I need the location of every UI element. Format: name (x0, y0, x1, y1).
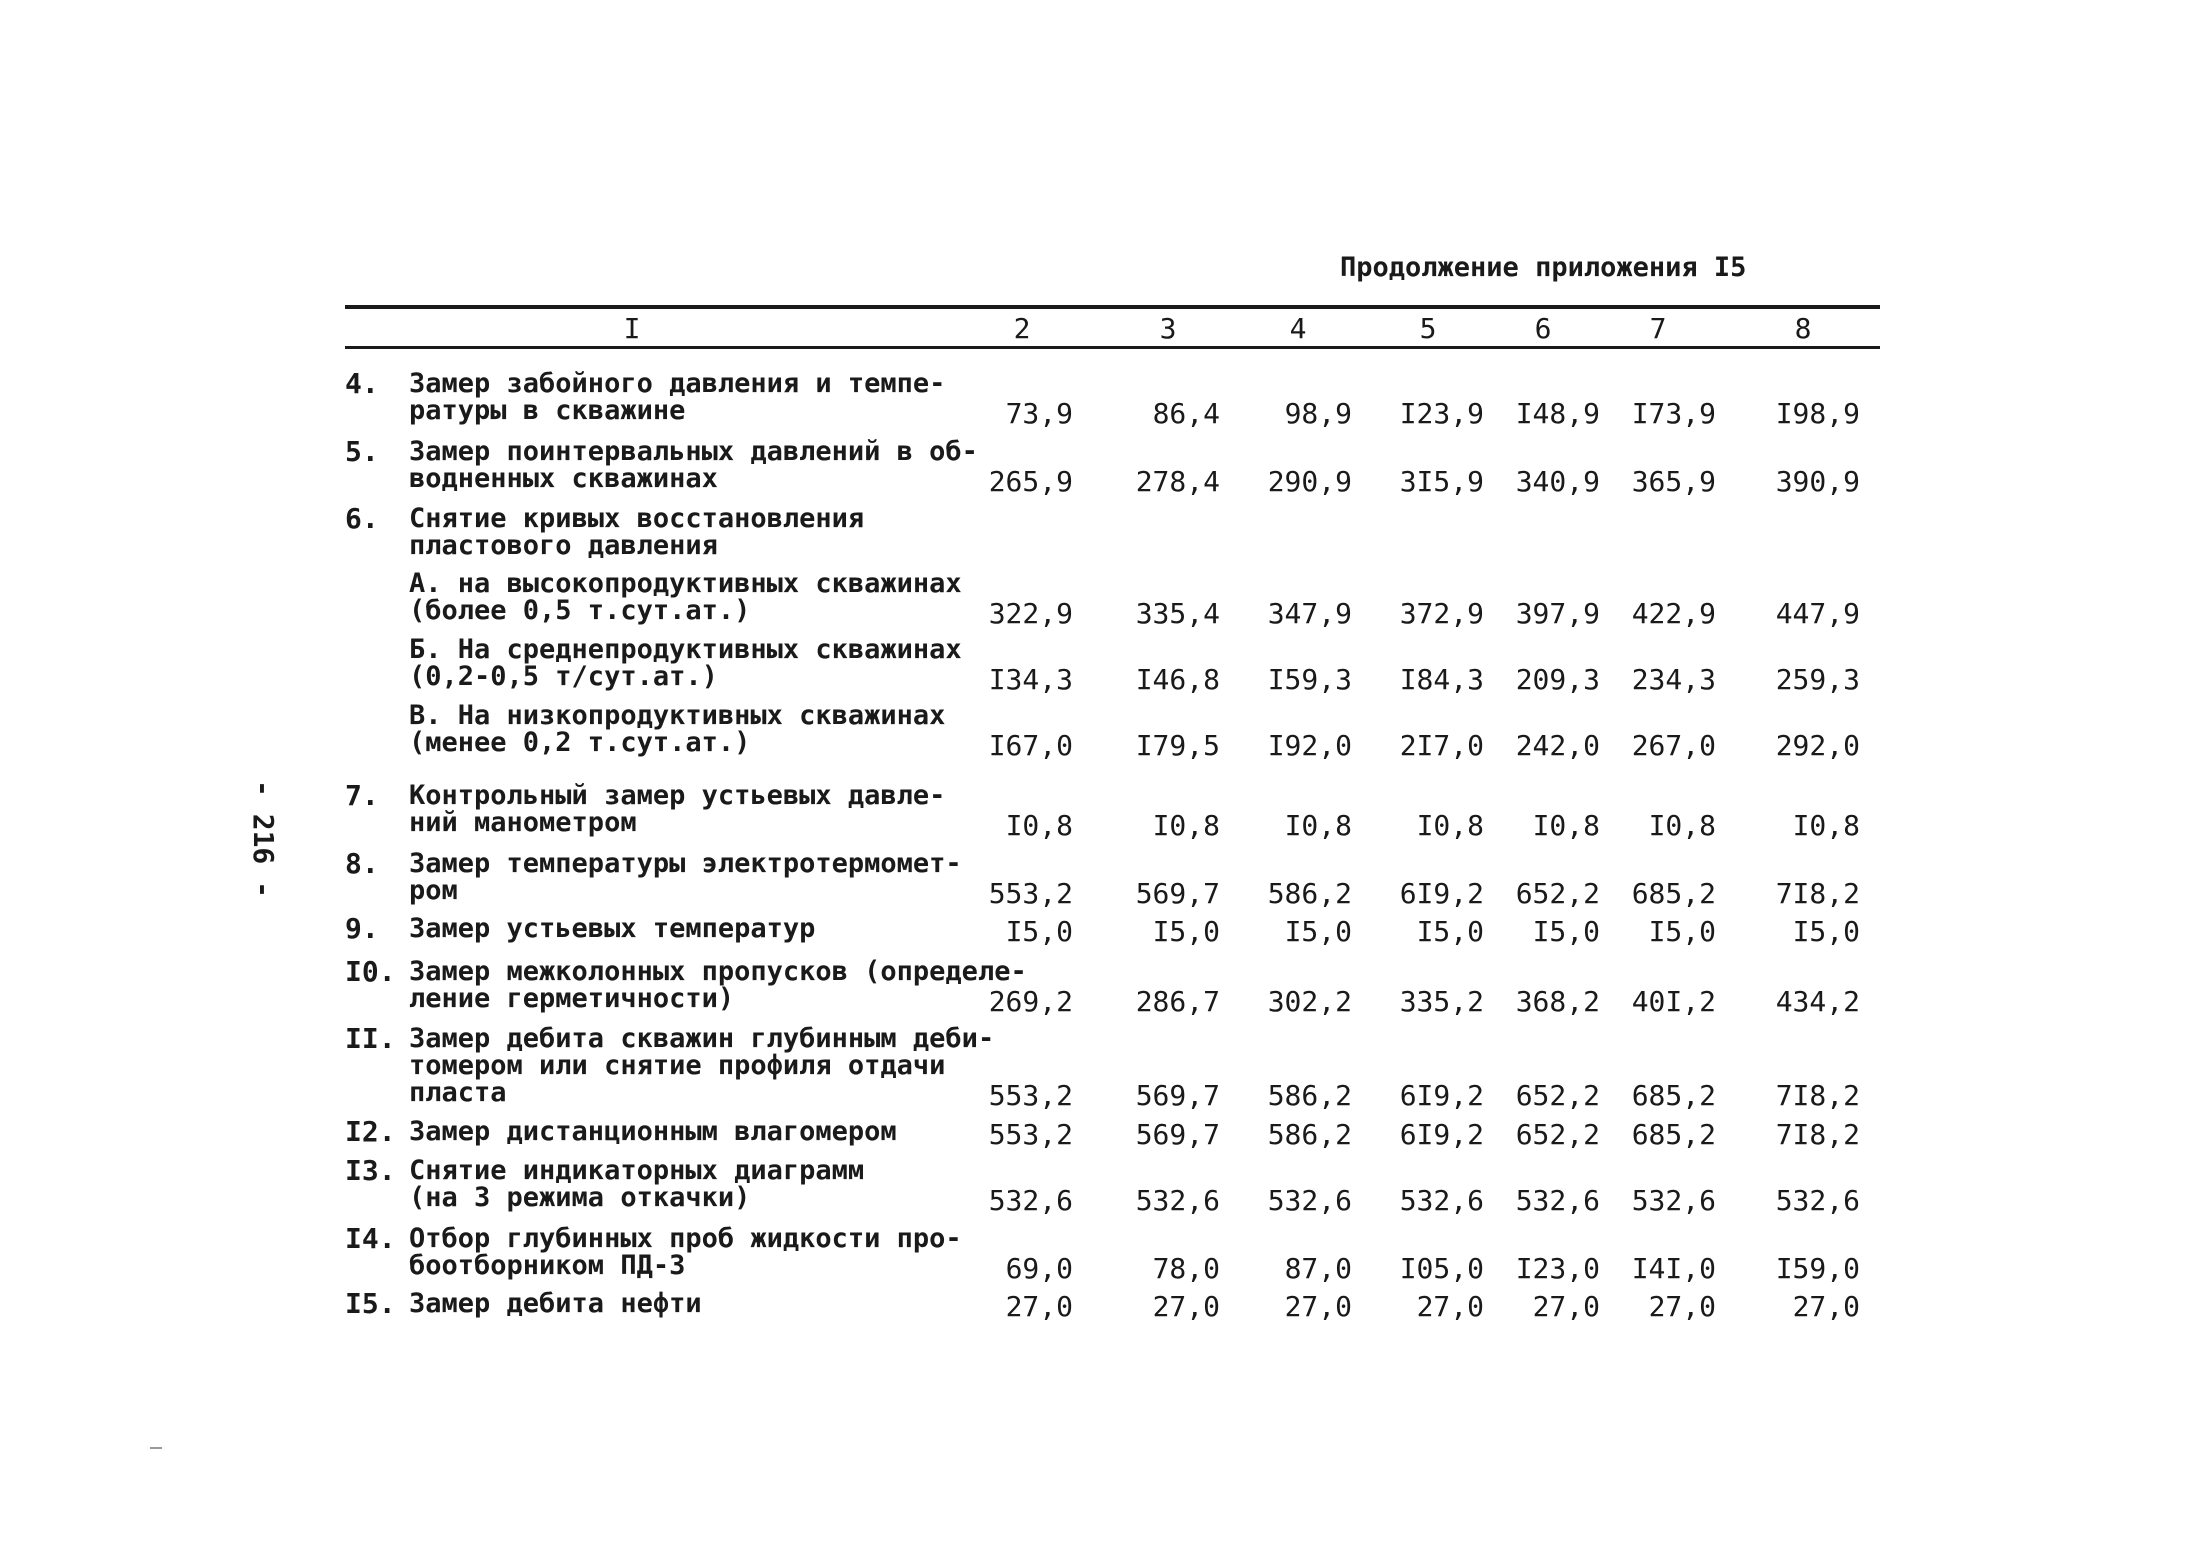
row-value-col-3: I0,8 (1152, 809, 1220, 842)
row-value-col-4: 586,2 (1267, 877, 1352, 910)
row-value-col-3: 27,0 (1152, 1290, 1220, 1323)
row-value-col-6: 27,0 (1532, 1290, 1600, 1323)
row-value-col-2: 27,0 (1005, 1290, 1073, 1323)
row-number: 9. (345, 912, 379, 945)
row-label: Снятие индикаторных диаграмм (на 3 режима откачки) (409, 1155, 865, 1213)
row-value-col-7: 422,9 (1631, 597, 1716, 630)
row-value-col-6: 652,2 (1515, 877, 1600, 910)
row-value-col-2: 265,9 (988, 465, 1073, 498)
row-value-col-7: 685,2 (1631, 1118, 1716, 1151)
row-number: 7. (345, 779, 379, 812)
row-value-col-5: I5,0 (1416, 915, 1484, 948)
row-value-col-5: I0,8 (1416, 809, 1484, 842)
row-label: Контрольный замер устьевых давле- ний манометром (409, 780, 946, 838)
row-value-col-5: 335,2 (1399, 985, 1484, 1018)
row-number: 5. (345, 435, 379, 468)
row-label: Замер поинтервальных давлений в об- водненных скважинах (409, 436, 978, 494)
row-value-col-6: 340,9 (1515, 465, 1600, 498)
row-value-col-8: 27,0 (1792, 1290, 1860, 1323)
row-number: I3. (345, 1154, 396, 1187)
table-header-rule (345, 346, 1880, 349)
row-value-col-5: 6I9,2 (1399, 1118, 1484, 1151)
row-value-col-6: 532,6 (1515, 1184, 1600, 1217)
row-value-col-2: 553,2 (988, 1079, 1073, 1112)
row-label: Б. На среднепродуктивных скважинах (0,2-0,5 т/сут.ат.) (409, 634, 962, 692)
row-value-col-2: I67,0 (988, 729, 1073, 762)
row-value-col-6: 652,2 (1515, 1079, 1600, 1112)
row-value-col-3: I5,0 (1152, 915, 1220, 948)
row-value-col-3: I79,5 (1135, 729, 1220, 762)
row-value-col-3: 278,4 (1135, 465, 1220, 498)
row-number: I5. (345, 1287, 396, 1320)
row-label: Снятие кривых восстановления пластового давления (409, 503, 865, 561)
column-header-4: 4 (1289, 312, 1307, 345)
row-number: I2. (345, 1115, 396, 1148)
row-value-col-8: 434,2 (1775, 985, 1860, 1018)
row-value-col-4: I59,3 (1267, 663, 1352, 696)
row-value-col-8: 447,9 (1775, 597, 1860, 630)
row-value-col-2: I5,0 (1005, 915, 1073, 948)
row-value-col-3: 78,0 (1152, 1252, 1220, 1285)
row-value-col-6: 242,0 (1515, 729, 1600, 762)
row-value-col-4: 347,9 (1267, 597, 1352, 630)
column-header-1: I (623, 312, 641, 345)
column-header-5: 5 (1419, 312, 1437, 345)
row-value-col-8: I59,0 (1775, 1252, 1860, 1285)
row-value-col-8: I5,0 (1792, 915, 1860, 948)
row-value-col-6: 209,3 (1515, 663, 1600, 696)
row-value-col-6: 368,2 (1515, 985, 1600, 1018)
row-value-col-5: 27,0 (1416, 1290, 1484, 1323)
row-value-col-8: I0,8 (1792, 809, 1860, 842)
row-value-col-4: 532,6 (1267, 1184, 1352, 1217)
row-value-col-2: 553,2 (988, 1118, 1073, 1151)
row-value-col-7: 40I,2 (1631, 985, 1716, 1018)
column-header-2: 2 (1013, 312, 1031, 345)
row-value-col-6: I23,0 (1515, 1252, 1600, 1285)
row-number: I0. (345, 955, 396, 988)
row-value-col-7: I4I,0 (1631, 1252, 1716, 1285)
row-label: Замер межколонных пропусков (определе- ление герметичности) (409, 956, 1027, 1014)
row-value-col-5: 2I7,0 (1399, 729, 1484, 762)
row-value-col-8: 390,9 (1775, 465, 1860, 498)
row-value-col-3: 335,4 (1135, 597, 1220, 630)
row-number: II. (345, 1022, 396, 1055)
row-value-col-4: 586,2 (1267, 1118, 1352, 1151)
row-value-col-4: 87,0 (1284, 1252, 1352, 1285)
row-value-col-6: 397,9 (1515, 597, 1600, 630)
row-value-col-2: I0,8 (1005, 809, 1073, 842)
row-label: Замер температуры электротермомет- ром (409, 848, 962, 906)
table-top-rule (345, 305, 1880, 309)
row-value-col-6: I48,9 (1515, 397, 1600, 430)
row-label: Замер дистанционным влагомером (409, 1116, 897, 1147)
row-number: 4. (345, 367, 379, 400)
row-value-col-7: 532,6 (1631, 1184, 1716, 1217)
row-value-col-5: I84,3 (1399, 663, 1484, 696)
row-label: Замер забойного давления и темпе- ратуры в скважине (409, 368, 946, 426)
row-value-col-6: I0,8 (1532, 809, 1600, 842)
row-value-col-2: 532,6 (988, 1184, 1073, 1217)
row-value-col-5: 532,6 (1399, 1184, 1484, 1217)
row-label: Замер дебита нефти (409, 1288, 702, 1319)
row-value-col-7: I0,8 (1648, 809, 1716, 842)
row-value-col-7: 234,3 (1631, 663, 1716, 696)
row-value-col-5: I23,9 (1399, 397, 1484, 430)
row-value-col-8: 7I8,2 (1775, 1118, 1860, 1151)
row-value-col-3: 569,7 (1135, 1079, 1220, 1112)
row-label: Замер дебита скважин глубинным деби- томером или снятие профиля отдачи пласта (409, 1023, 995, 1108)
row-value-col-7: 685,2 (1631, 877, 1716, 910)
row-value-col-4: I5,0 (1284, 915, 1352, 948)
row-value-col-8: 292,0 (1775, 729, 1860, 762)
row-value-col-2: 322,9 (988, 597, 1073, 630)
row-value-col-7: 27,0 (1648, 1290, 1716, 1323)
row-value-col-4: 586,2 (1267, 1079, 1352, 1112)
row-value-col-2: 69,0 (1005, 1252, 1073, 1285)
row-value-col-7: 267,0 (1631, 729, 1716, 762)
row-value-col-4: 290,9 (1267, 465, 1352, 498)
row-value-col-3: I46,8 (1135, 663, 1220, 696)
row-value-col-6: 652,2 (1515, 1118, 1600, 1151)
row-value-col-7: 685,2 (1631, 1079, 1716, 1112)
row-value-col-2: 269,2 (988, 985, 1073, 1018)
row-value-col-4: 302,2 (1267, 985, 1352, 1018)
row-value-col-7: I73,9 (1631, 397, 1716, 430)
row-value-col-7: I5,0 (1648, 915, 1716, 948)
row-value-col-8: 7I8,2 (1775, 877, 1860, 910)
row-label: В. На низкопродуктивных скважинах (менее 0,2 т.сут.ат.) (409, 700, 946, 758)
row-value-col-5: 6I9,2 (1399, 1079, 1484, 1112)
row-value-col-8: 532,6 (1775, 1184, 1860, 1217)
row-value-col-2: 73,9 (1005, 397, 1073, 430)
row-value-col-5: 3I5,9 (1399, 465, 1484, 498)
column-header-8: 8 (1794, 312, 1812, 345)
row-value-col-3: 569,7 (1135, 1118, 1220, 1151)
row-value-col-3: 569,7 (1135, 877, 1220, 910)
column-header-7: 7 (1649, 312, 1667, 345)
column-header-6: 6 (1534, 312, 1552, 345)
row-number: 8. (345, 847, 379, 880)
row-value-col-5: I05,0 (1399, 1252, 1484, 1285)
continuation-caption: Продолжение приложения I5 (1340, 252, 1747, 283)
row-value-col-2: I34,3 (988, 663, 1073, 696)
row-value-col-3: 286,7 (1135, 985, 1220, 1018)
page-number: - 216 - (247, 780, 280, 899)
row-label: А. на высокопродуктивных скважинах (более 0,5 т.сут.ат.) (409, 568, 962, 626)
column-header-3: 3 (1159, 312, 1177, 345)
row-value-col-4: 27,0 (1284, 1290, 1352, 1323)
row-value-col-4: 98,9 (1284, 397, 1352, 430)
row-label: Замер устьевых температур (409, 913, 816, 944)
row-value-col-4: I0,8 (1284, 809, 1352, 842)
row-value-col-8: 7I8,2 (1775, 1079, 1860, 1112)
row-value-col-3: 86,4 (1152, 397, 1220, 430)
margin-mark (150, 1447, 162, 1449)
row-number: I4. (345, 1222, 396, 1255)
row-label: Отбор глубинных проб жидкости про- боотборником ПД-3 (409, 1223, 962, 1281)
row-value-col-2: 553,2 (988, 877, 1073, 910)
row-value-col-6: I5,0 (1532, 915, 1600, 948)
row-number: 6. (345, 502, 379, 535)
row-value-col-5: 6I9,2 (1399, 877, 1484, 910)
row-value-col-3: 532,6 (1135, 1184, 1220, 1217)
row-value-col-8: I98,9 (1775, 397, 1860, 430)
row-value-col-5: 372,9 (1399, 597, 1484, 630)
row-value-col-4: I92,0 (1267, 729, 1352, 762)
row-value-col-7: 365,9 (1631, 465, 1716, 498)
row-value-col-8: 259,3 (1775, 663, 1860, 696)
